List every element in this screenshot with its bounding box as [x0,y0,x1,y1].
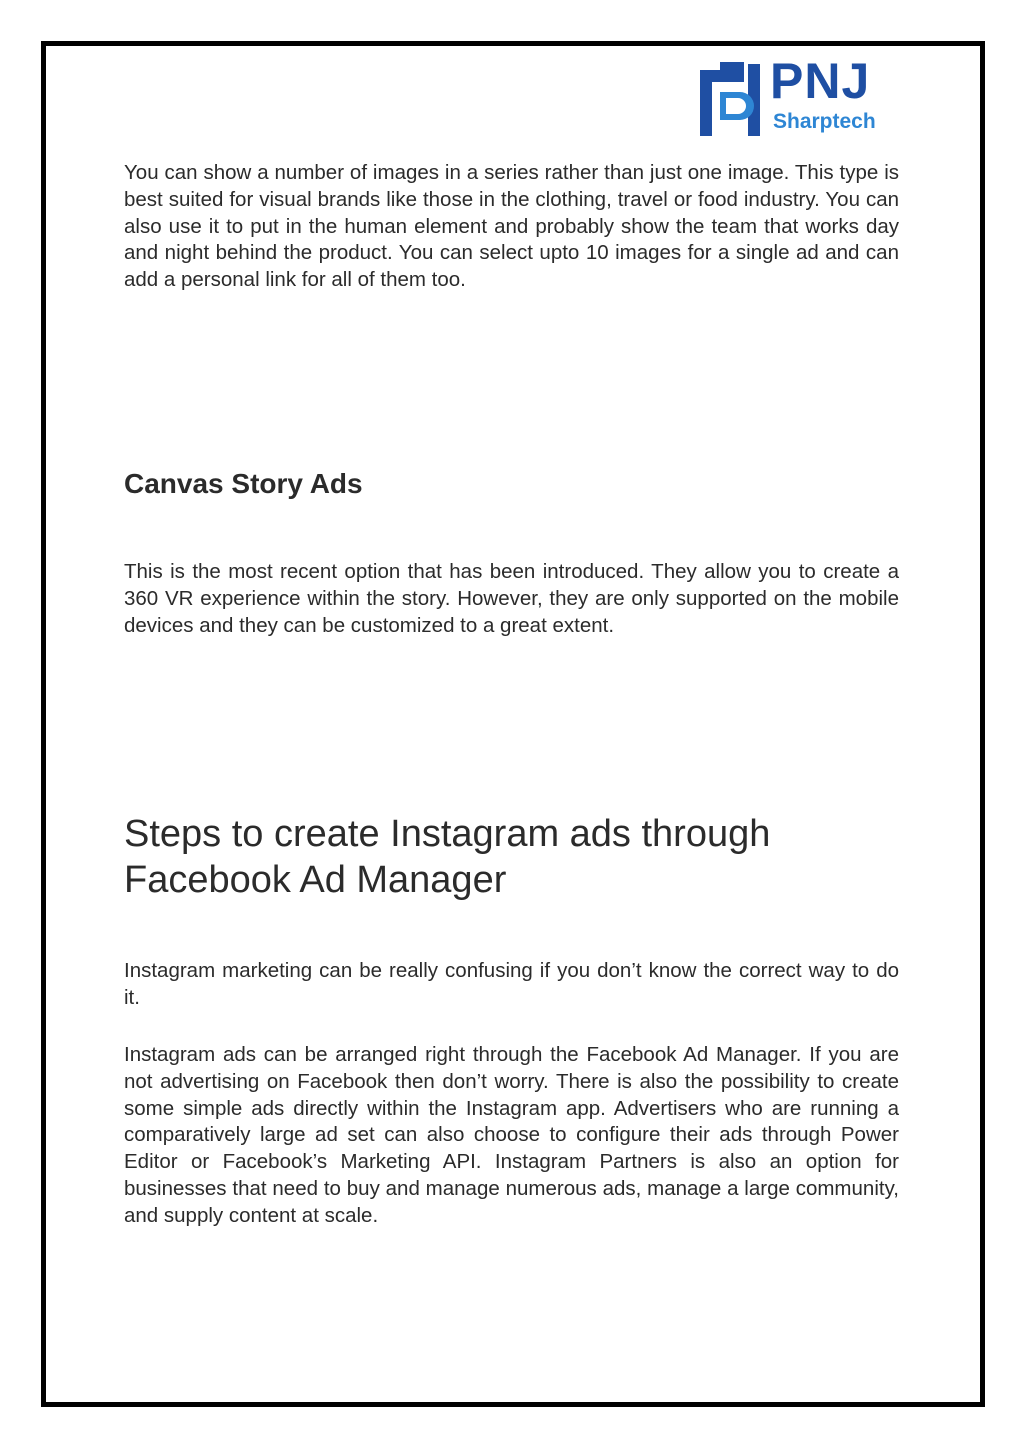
paragraph-carousel [124,160,899,294]
paragraph-intro [124,958,899,1012]
company-logo [700,53,900,140]
body-paragraph: You can show a number of images in a series rather than just one image. This type is best suited for visual brands like those in the clothing, travel or food industry. You can also use it to put in the human element and probably show the team that works day and night behind the product. You can select upto 10 images for a single ad and can add a personal link for all of them too. [124,161,899,292]
heading-steps: Steps to create Instagram ads through Facebook Ad Manager [124,813,771,901]
section-title [124,811,824,903]
pnj-logo-mark-icon [700,62,760,138]
logo-brand-text: PNJ [770,53,871,109]
heading-canvas-story-ads: Canvas Story Ads [124,468,363,499]
paragraph-ads-manager [124,1042,899,1230]
body-paragraph: This is the most recent option that has been introduced. They allow you to create a 360 VR experience within the story. However, they are only supported on the mobile devices and they can be customized to a great extent. [124,560,899,637]
logo-sub-text: Sharptech [773,110,876,133]
body-paragraph: Instagram ads can be arranged right through the Facebook Ad Manager. If you are not advertising on Facebook then don’t worry. There is also the possibility to create some simple ads directly within the Instagram app. Advertisers who are running a comparatively large ad set can also choose to configure their ads through Power Editor or Facebook’s Marketing API. Instagram Partners is also an option for businesses that need to buy and manage numerous ads, manage a large community, and supply content at scale. [124,1043,899,1227]
section-heading [124,467,899,501]
body-paragraph: Instagram marketing can be really confusing if you don’t know the correct way to do it. [124,959,899,1009]
paragraph-canvas [124,559,899,639]
